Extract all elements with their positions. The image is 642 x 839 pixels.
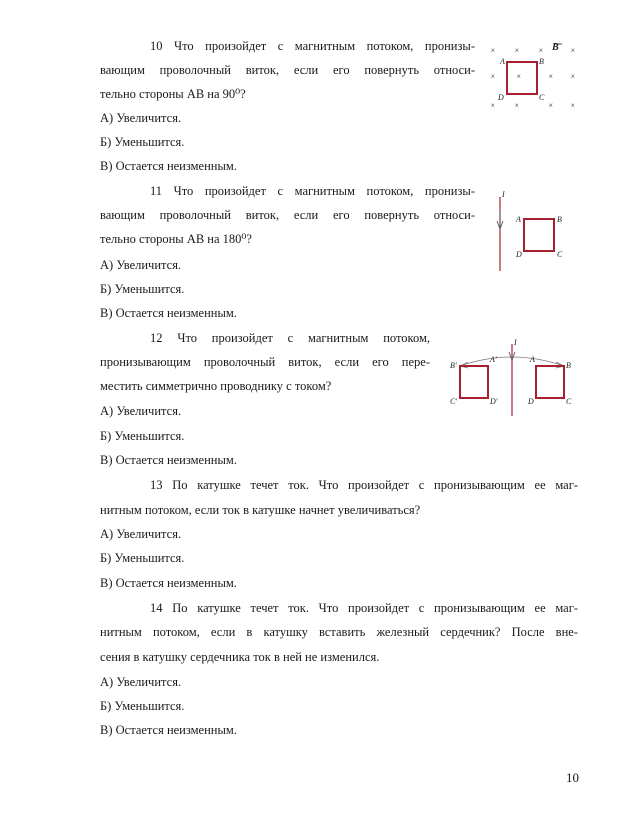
q10-option-c: В) Остается неизменным.	[100, 159, 237, 173]
q11-line-3: тельно стороны АВ на 180⁰?	[100, 232, 252, 246]
svg-text:×: ×	[516, 72, 522, 81]
right-corner-c: C	[566, 397, 572, 406]
svg-text:×: ×	[538, 46, 544, 55]
field-label: B	[552, 42, 559, 53]
q10-line-2: вающим проволочный виток, если его повернуть относи-	[100, 63, 475, 77]
right-corner-b: B	[566, 361, 571, 370]
q11-option-a: А) Увеличится.	[100, 258, 182, 272]
q14-line-3: сения в катушку сердечника ток в ней не изменился.	[100, 650, 380, 664]
q14-option-c: В) Остается неизменным.	[100, 723, 237, 737]
current-label: I	[502, 190, 505, 199]
right-corner-a: A	[530, 355, 535, 364]
q13-option-c: В) Остается неизменным.	[100, 576, 237, 590]
q12-option-c: В) Остается неизменным.	[100, 453, 237, 467]
svg-text:×: ×	[514, 101, 520, 110]
q13-line-2: нитным потоком, если ток в катушке начнет увеличиваться?	[100, 503, 421, 517]
svg-text:×: ×	[490, 72, 496, 81]
svg-text:×: ×	[548, 101, 554, 110]
q11-option-c: В) Остается неизменным.	[100, 306, 237, 320]
svg-text:×: ×	[490, 46, 496, 55]
left-loop-frame	[460, 366, 488, 398]
right-corner-d: D	[528, 397, 534, 406]
svg-text:×: ×	[514, 46, 520, 55]
corner-d: D	[516, 250, 522, 259]
q13-option-b: Б) Уменьшится.	[100, 551, 185, 565]
figure-loop-in-field	[486, 38, 586, 112]
q10-line-1: 10 Что произойдет с магнитным потоком, пронизы-	[150, 39, 475, 53]
q14-line-1: 14 По катушке течет ток. Что произойдет с пронизывающим ее маг-	[150, 601, 578, 615]
corner-a: A	[500, 57, 505, 66]
svg-text:×: ×	[570, 46, 576, 55]
svg-text:×: ×	[570, 101, 576, 110]
q12-option-a: А) Увеличится.	[100, 404, 182, 418]
left-corner-d: D'	[490, 397, 498, 406]
loop-frame	[524, 219, 554, 251]
figure-loop-near-wire	[492, 185, 572, 275]
q14-option-b: Б) Уменьшится.	[100, 699, 185, 713]
page-number: 10	[566, 770, 579, 785]
corner-c: C	[539, 93, 545, 102]
q14-option-a: А) Увеличится.	[100, 675, 182, 689]
q13-option-a: А) Увеличится.	[100, 527, 182, 541]
corner-a: A	[516, 215, 521, 224]
q11-line-2: вающим проволочный виток, если его повернуть относи-	[100, 208, 475, 222]
q10-option-a: А) Увеличится.	[100, 111, 182, 125]
left-corner-b: B'	[450, 361, 457, 370]
left-corner-c: C'	[450, 397, 458, 406]
svg-text:×: ×	[490, 101, 496, 110]
corner-d: D	[498, 93, 504, 102]
figure-symmetric-loops	[446, 334, 586, 418]
corner-b: B	[539, 57, 544, 66]
corner-c: C	[557, 250, 563, 259]
q12-line-2: пронизывающим проволочный виток, если его пере-	[100, 355, 430, 369]
q12-line-3: местить симметрично проводнику с током?	[100, 379, 332, 393]
q12-option-b: Б) Уменьшится.	[100, 429, 185, 443]
q11-line-1: 11 Что произойдет с магнитным потоком, пронизы-	[150, 184, 475, 198]
q14-line-2: нитным потоком, если в катушку вставить железный сердечник? После вне-	[100, 625, 578, 639]
q10-option-b: Б) Уменьшится.	[100, 135, 185, 149]
left-corner-a: A'	[490, 355, 497, 364]
loop-frame	[507, 62, 537, 94]
svg-text:×: ×	[570, 72, 576, 81]
q12-line-1: 12 Что произойдет с магнитным потоком,	[150, 331, 430, 345]
corner-b: B	[557, 215, 562, 224]
right-loop-frame	[536, 366, 564, 398]
q11-option-b: Б) Уменьшится.	[100, 282, 185, 296]
current-label: I	[514, 338, 517, 347]
q10-line-3: тельно стороны АВ на 90⁰?	[100, 87, 246, 101]
svg-text:×: ×	[548, 72, 554, 81]
q13-line-1: 13 По катушке течет ток. Что произойдет с пронизывающим ее маг-	[150, 478, 578, 492]
